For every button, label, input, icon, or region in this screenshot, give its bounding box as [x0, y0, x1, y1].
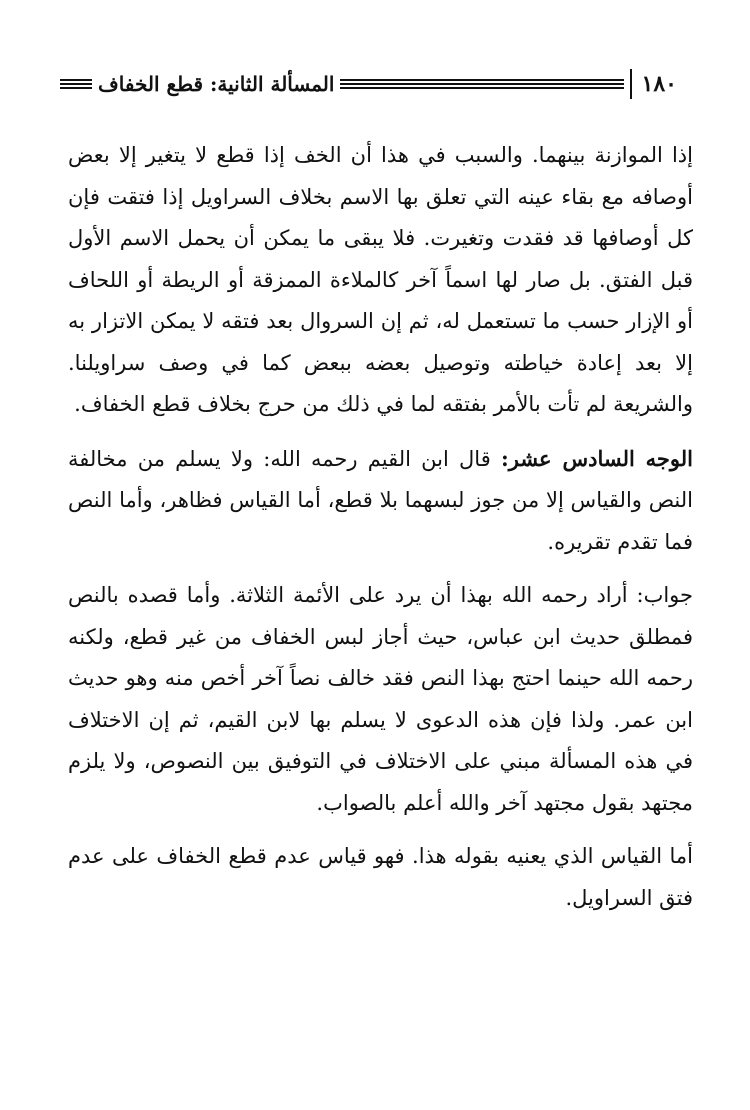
header-rule-right [60, 79, 92, 90]
paragraph [68, 575, 693, 824]
header-rule-left [340, 79, 623, 90]
body-text [68, 135, 693, 931]
paragraph-text: إذا الموازنة بينهما. والسبب في هذا أن الخف إذا قطع لا يتغير إلا بعض أوصافه مع بقاء عينه التي تعلق بها الاسم بخلاف السراويل إذا فتقت فإن كل أوصافها قد فقدت وتغيرت. فلا يبقى ما يمكن أن يحمل الاسم الأول قبل الفتق. بل صار لها اسماً آخر كالملاءة الممزقة أو الريطة أو اللحاف أو الإزار حسب ما تستعمل له، ثم إن السروال بعد فتقه لا يمكن الاتزار به إلا بعد إعادة خياطته وتوصيل بعضه ببعض كما في وصف سراويلنا. والشريعة لم تأت بالأمر بفتقه لما في ذلك من حرج بخلاف قطع الخفاف. [68, 143, 693, 416]
paragraph-text: جواب: أراد رحمه الله بهذا أن يرد على الأئمة الثلاثة. وأما قصده بالنص فمطلق حديث ابن عباس، حيث أجاز لبس الخفاف من غير قطع، ولكنه رحمه الله حينما احتج بهذا النص فقد خالف نصاً آخر أخص منه وهو حديث ابن عمر. ولذا فإن هذه الدعوى لا يسلم بها لابن القيم، ثم إن الاختلاف في هذه المسألة مبني على الاختلاف في التوفيق بين النصوص، ولا يلزم مجتهد بقول مجتهد آخر والله أعلم بالصواب. [68, 583, 693, 815]
paragraph [68, 836, 693, 919]
page-header [60, 62, 685, 106]
page-number: ١٨٠ [630, 69, 685, 99]
paragraph-text: قال ابن القيم رحمه الله: ولا يسلم من مخالفة النص والقياس إلا من جوز لبسهما بلا قطع، أما القياس فظاهر، وأما النص فما تقدم تقريره. [68, 446, 693, 554]
paragraph-text: أما القياس الذي يعنيه بقوله هذا. فهو قياس عدم قطع الخفاف على عدم فتق السراويل. [68, 844, 693, 910]
paragraph [68, 135, 693, 426]
chapter-title: المسألة الثانية: قطع الخفاف [98, 72, 335, 96]
section-lead: الوجه السادس عشر: [500, 445, 693, 471]
paragraph [68, 438, 693, 564]
